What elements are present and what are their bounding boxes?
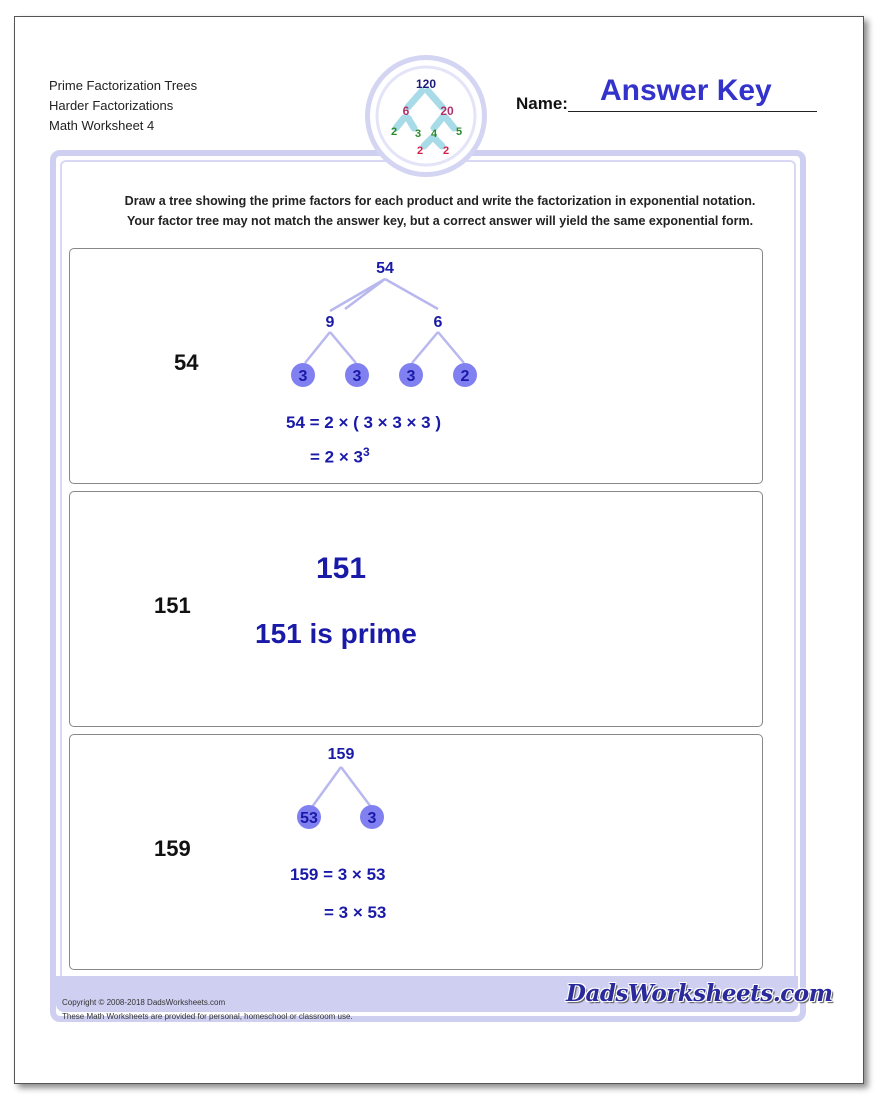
- worksheet-title: Prime Factorization Trees: [49, 78, 198, 93]
- logo-leaf: 3: [414, 128, 422, 140]
- instructions-line-1: Draw a tree showing the prime factors for each product and write the factorization in exponential notation.: [124, 194, 756, 208]
- tree-node: 6: [433, 314, 443, 331]
- tree-root: 54: [376, 260, 394, 277]
- factorization-line-1: 159 = 3 × 53: [290, 865, 386, 884]
- usage-notice: These Math Worksheets are provided for personal, homeschool or classroom use.: [62, 1012, 353, 1021]
- name-label: Name:: [516, 94, 568, 113]
- logo-root: 120: [415, 77, 437, 91]
- worksheet-number: Math Worksheet 4: [49, 118, 155, 133]
- problem-number: 159: [154, 836, 191, 861]
- logo-leaf: 5: [455, 126, 463, 138]
- worksheet-subtitle: Harder Factorizations: [49, 98, 174, 113]
- prime-leaf: 3: [352, 368, 362, 385]
- name-field-line: [568, 111, 817, 112]
- factor-tree-159: [70, 735, 762, 969]
- prime-leaf: 2: [460, 368, 470, 385]
- tree-root: 159: [327, 746, 355, 763]
- logo-right: 20: [440, 104, 454, 118]
- exponent: 3: [362, 445, 370, 459]
- prime-number: 151: [316, 552, 367, 585]
- problem-box-159: [69, 734, 763, 970]
- prime-statement: 151 is prime: [255, 618, 417, 649]
- logo-leaf: 4: [430, 128, 438, 140]
- prime-leaf: 53: [300, 810, 318, 827]
- logo-leaf: 2: [442, 145, 450, 157]
- prime-leaf: 3: [406, 368, 416, 385]
- logo-leaf: 2: [416, 145, 424, 157]
- factorization-line-2: [310, 445, 370, 468]
- factor-tree-54: [70, 249, 762, 483]
- factor-tree-logo: [365, 55, 487, 177]
- tree-node: 9: [325, 314, 335, 331]
- factorization-line-2: = 3 × 53: [324, 903, 387, 922]
- answer-key-label: Answer Key: [600, 74, 772, 107]
- instructions-line-2: Your factor tree may not match the answer key, but a correct answer will yield the same exponential form.: [126, 214, 754, 228]
- logo-left: 6: [402, 104, 410, 118]
- prime-leaf: 3: [298, 368, 308, 385]
- copyright-text: Copyright © 2008-2018 DadsWorksheets.com: [62, 998, 226, 1007]
- problem-box-151: [69, 491, 763, 727]
- exponential-form: = 2 × 3: [310, 447, 363, 467]
- problem-number: 151: [154, 593, 191, 618]
- problem-number: 54: [174, 350, 199, 375]
- brand-logo[interactable]: DadsWorksheets.com: [566, 980, 833, 1007]
- logo-tree-icon: [370, 60, 482, 172]
- problem-box-54: [69, 248, 763, 484]
- logo-leaf: 2: [390, 126, 398, 138]
- prime-leaf: 3: [367, 810, 377, 827]
- factorization-line-1: 54 = 2 × ( 3 × 3 × 3 ): [286, 413, 441, 432]
